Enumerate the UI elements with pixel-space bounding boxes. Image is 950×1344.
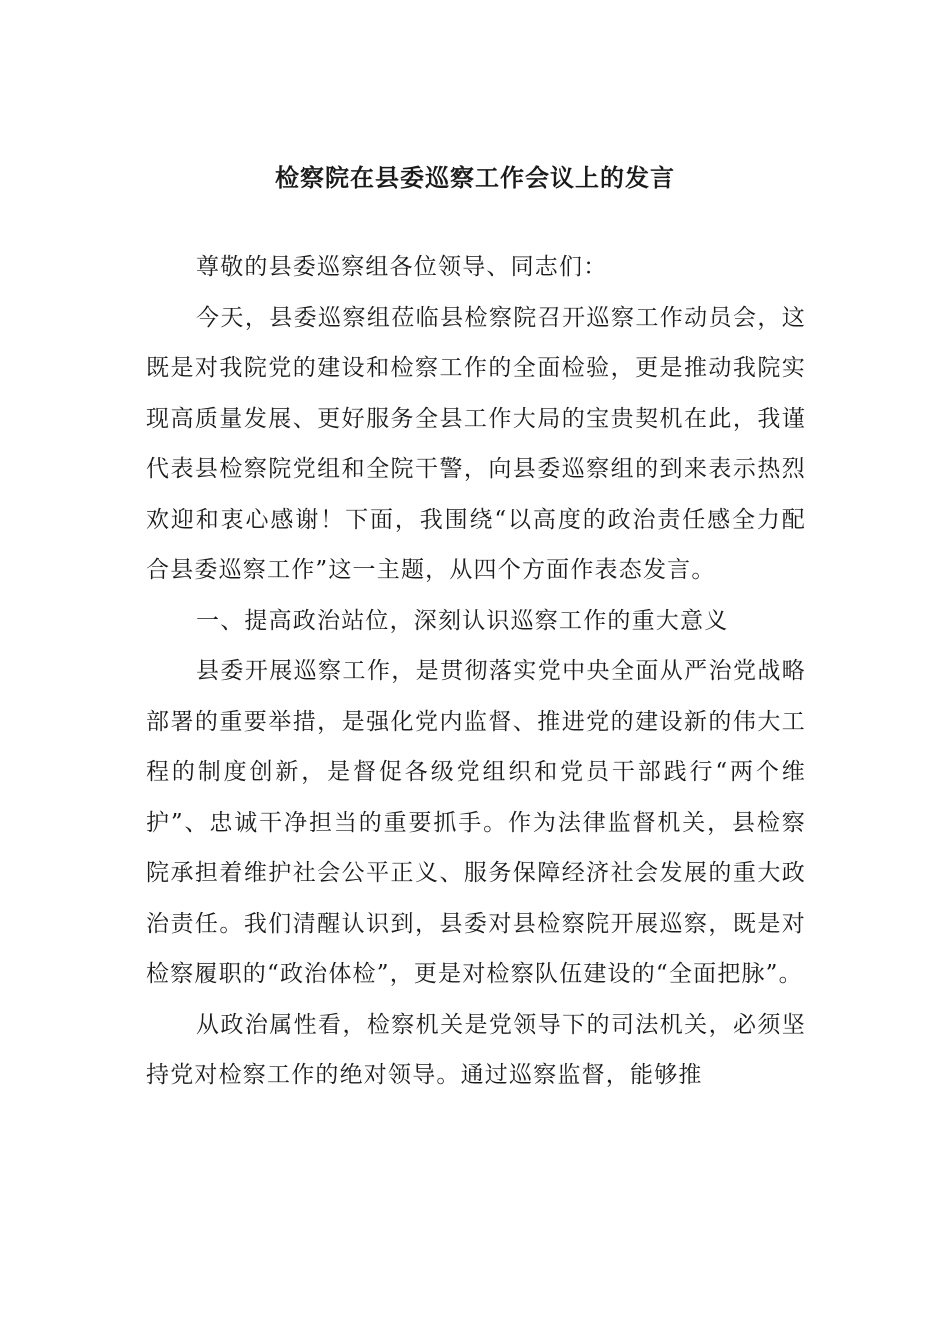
section-1-paragraph-1: 县委开展巡察工作，是贯彻落实党中央全面从严治党战略部署的重要举措，是强化党内监督、推进党的建设新的伟大工程的制度创新，是督促各级党组织和党员干部践行“两个维护”、忠诚干净担当的重要抓手。作为法律监督机关，县检察院承担着维护社会公平正义、服务保障经济社会发展的重大政治责任。我们清醒认识到，县委对县检察院开展巡察，既是对检察履职的“政治体检”，更是对检察队伍建设的“全面把脉”。	[146, 658, 806, 987]
section-1-paragraph-2: 从政治属性看，检察机关是党领导下的司法机关，必须坚持党对检察工作的绝对领导。通过巡察监督，能够推	[146, 1011, 806, 1088]
section-heading-1: 一、提高政治站位，深刻认识巡察工作的重大意义	[196, 607, 729, 634]
opening-paragraph: 今天，县委巡察组莅临县检察院召开巡察工作动员会，这既是对我院党的建设和检察工作的全面检验，更是推动我院实现高质量发展、更好服务全县工作大局的宝贵契机在此，我谨代表县检察院党组和全院干警，向县委巡察组的到来表示热烈欢迎和衷心感谢！下面，我围绕“以高度的政治责任感全力配合县委巡察工作”这一主题，从四个方面作表态发言。	[146, 304, 806, 583]
document-body	[146, 242, 806, 1101]
salutation-paragraph: 尊敬的县委巡察组各位领导、同志们：	[196, 254, 608, 280]
document-title: 检察院在县委巡察工作会议上的发言	[275, 163, 675, 192]
